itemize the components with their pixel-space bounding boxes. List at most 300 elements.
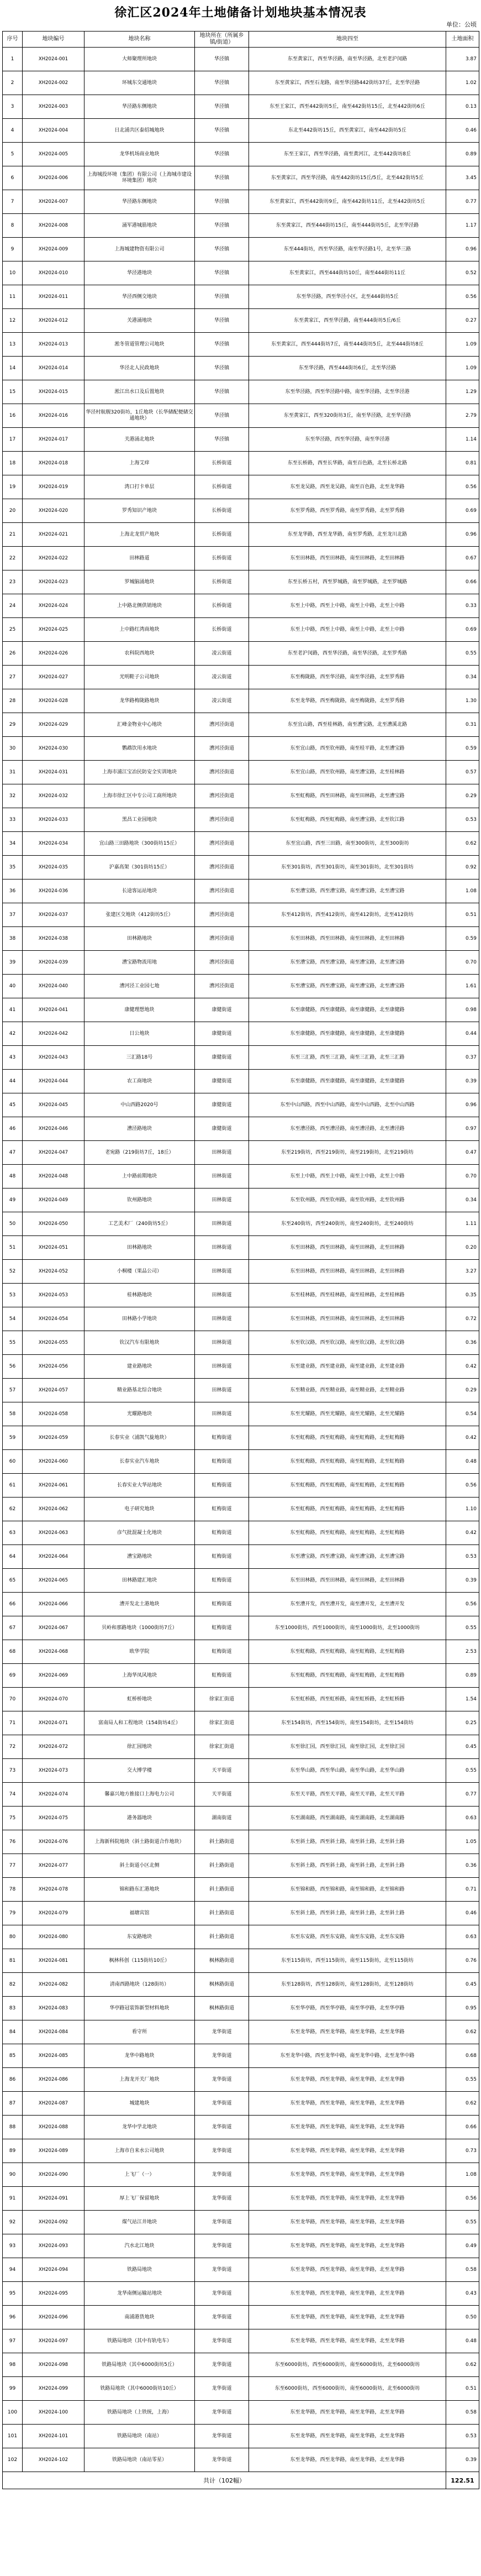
cell-name: 钦州路地块 xyxy=(84,1188,195,1212)
cell-index: 12 xyxy=(3,309,23,333)
cell-index: 74 xyxy=(3,1783,23,1807)
cell-name: 铁路局地块（南站） xyxy=(84,2425,195,2448)
cell-code: XH2024-099 xyxy=(23,2377,84,2401)
cell-area: 0.62 xyxy=(446,2092,479,2116)
cell-code: XH2024-062 xyxy=(23,1498,84,1521)
cell-town: 康健街道 xyxy=(195,1046,249,1070)
cell-index: 8 xyxy=(3,214,23,238)
cell-code: XH2024-014 xyxy=(23,357,84,380)
cell-bound: 东至漕开发，西至漕开发，南至漕开发，北至漕开发 xyxy=(249,1593,446,1616)
cell-code: XH2024-067 xyxy=(23,1616,84,1640)
cell-area: 0.36 xyxy=(446,1331,479,1355)
cell-area: 0.45 xyxy=(446,1735,479,1759)
cell-name: 长春实业（浦凯气旋地块） xyxy=(84,1426,195,1450)
cell-area: 0.29 xyxy=(446,1379,479,1402)
cell-town: 徐家汇街道 xyxy=(195,1711,249,1735)
table-row xyxy=(3,1783,479,1807)
cell-bound: 东至240街坊，西至240街坊，南至240街坊，北至240街坊 xyxy=(249,1212,446,1236)
cell-bound: 东至301街坊，西至301街坊，南至301街坊，北至301街坊 xyxy=(249,856,446,879)
cell-name: 上海龙开关厂地块 xyxy=(84,2068,195,2092)
cell-code: XH2024-010 xyxy=(23,261,84,285)
cell-code: XH2024-021 xyxy=(23,523,84,547)
cell-area: 1.54 xyxy=(446,1688,479,1711)
cell-area: 0.71 xyxy=(446,1878,479,1902)
cell-area: 0.56 xyxy=(446,285,479,309)
cell-area: 1.09 xyxy=(446,357,479,380)
table-row xyxy=(3,666,479,689)
cell-index: 36 xyxy=(3,879,23,903)
cell-area: 0.53 xyxy=(446,808,479,832)
cell-code: XH2024-058 xyxy=(23,1402,84,1426)
cell-town: 徐家汇街道 xyxy=(195,1735,249,1759)
cell-name: 田林路小学地块 xyxy=(84,1307,195,1331)
table-row xyxy=(3,1379,479,1402)
cell-index: 6 xyxy=(3,166,23,190)
cell-area: 0.56 xyxy=(446,1474,479,1498)
cell-name: 枫林科创（115街坊10丘） xyxy=(84,1949,195,1973)
table-row xyxy=(3,1711,479,1735)
cell-bound: 东至康健路，西至康健路，南至康健路，北至康健路 xyxy=(249,1022,446,1046)
cell-area: 0.95 xyxy=(446,1997,479,2020)
cell-name: 城建地块 xyxy=(84,2092,195,2116)
cell-area: 0.59 xyxy=(446,927,479,951)
cell-name: 康健理想地块 xyxy=(84,998,195,1022)
table-row xyxy=(3,975,479,998)
cell-town: 龙华街道 xyxy=(195,2139,249,2163)
table-row xyxy=(3,737,479,761)
cell-area: 0.46 xyxy=(446,1902,479,1925)
cell-index: 37 xyxy=(3,903,23,927)
table-row xyxy=(3,2448,479,2472)
land-plan-table xyxy=(2,31,479,2489)
cell-index: 28 xyxy=(3,689,23,713)
cell-town: 田林街道 xyxy=(195,1355,249,1379)
header-bound: 地块四至 xyxy=(249,32,446,48)
cell-area: 0.66 xyxy=(446,570,479,594)
cell-bound: 东至6000街坊，西至6000街坊，南至6000街坊，北至6000街坊 xyxy=(249,2377,446,2401)
cell-name: 鹦鹉饮用水地块 xyxy=(84,737,195,761)
cell-index: 41 xyxy=(3,998,23,1022)
cell-index: 51 xyxy=(3,1236,23,1260)
cell-code: XH2024-089 xyxy=(23,2139,84,2163)
cell-area: 0.39 xyxy=(446,2448,479,2472)
cell-name: 精业路基北综合地块 xyxy=(84,1379,195,1402)
table-row xyxy=(3,261,479,285)
cell-town: 漕河泾街道 xyxy=(195,761,249,784)
cell-index: 66 xyxy=(3,1593,23,1616)
cell-index: 19 xyxy=(3,475,23,499)
cell-index: 31 xyxy=(3,761,23,784)
cell-name: 华泾村航舰320街坊，1丘地块（长华储配便储交通地块） xyxy=(84,404,195,428)
cell-code: XH2024-063 xyxy=(23,1521,84,1545)
cell-code: XH2024-033 xyxy=(23,808,84,832)
cell-bound: 东至老沪闵路，西至华泾路，南至华泾路，北至罗秀路 xyxy=(249,642,446,666)
cell-area: 0.92 xyxy=(446,856,479,879)
cell-code: XH2024-047 xyxy=(23,1141,84,1165)
cell-name: 光耀路地块 xyxy=(84,1402,195,1426)
table-row xyxy=(3,1925,479,1949)
cell-area: 0.67 xyxy=(446,547,479,570)
cell-code: XH2024-011 xyxy=(23,285,84,309)
cell-name: 汇峰金物业中心地块 xyxy=(84,713,195,737)
cell-town: 龙华街道 xyxy=(195,2282,249,2306)
cell-index: 73 xyxy=(3,1759,23,1783)
cell-town: 长桥街道 xyxy=(195,523,249,547)
cell-bound: 东至漕宝路，西至漕宝路，南至漕宝路，北至漕宝路 xyxy=(249,975,446,998)
cell-bound: 东至虹梅路，西至虹梅路，南至虹梅路，北至虹梅路 xyxy=(249,1521,446,1545)
cell-bound: 东至宜山路，西至桂林路，南至漕宝路，北至漕溪北路 xyxy=(249,713,446,737)
table-row xyxy=(3,1735,479,1759)
cell-code: XH2024-009 xyxy=(23,238,84,261)
cell-area: 0.96 xyxy=(446,238,479,261)
table-row xyxy=(3,784,479,808)
table-row xyxy=(3,927,479,951)
cell-town: 漕河泾街道 xyxy=(195,951,249,975)
cell-code: XH2024-015 xyxy=(23,380,84,404)
cell-bound: 东至田林路，西至田林路，南至田林路，北至田林路 xyxy=(249,1260,446,1284)
cell-name: 铁路局地块（其中6000街坊10丘） xyxy=(84,2377,195,2401)
cell-town: 龙华街道 xyxy=(195,2377,249,2401)
cell-town: 康健街道 xyxy=(195,1093,249,1117)
cell-bound: 东至154街坊，西至154街坊，南至154街坊，北至154街坊 xyxy=(249,1711,446,1735)
table-row xyxy=(3,879,479,903)
table-row xyxy=(3,1022,479,1046)
cell-area: 0.29 xyxy=(446,784,479,808)
table-row xyxy=(3,1188,479,1212)
cell-bound: 东至斜土路，西至斜土路，南至斜土路，北至斜土路 xyxy=(249,1830,446,1854)
cell-area: 0.70 xyxy=(446,951,479,975)
cell-index: 84 xyxy=(3,2020,23,2044)
cell-name: 日北浦共区泰绍城地块 xyxy=(84,119,195,143)
table-row xyxy=(3,238,479,261)
cell-name: 罗秀知识产地块 xyxy=(84,499,195,523)
cell-code: XH2024-059 xyxy=(23,1426,84,1450)
cell-area: 0.48 xyxy=(446,1450,479,1474)
cell-name: 漕宝路地块 xyxy=(84,1545,195,1569)
table-row xyxy=(3,166,479,190)
cell-code: XH2024-096 xyxy=(23,2306,84,2329)
cell-index: 94 xyxy=(3,2258,23,2282)
cell-town: 虹梅街道 xyxy=(195,1545,249,1569)
table-row xyxy=(3,570,479,594)
cell-code: XH2024-023 xyxy=(23,570,84,594)
cell-index: 88 xyxy=(3,2116,23,2139)
cell-bound: 东至田林路，西至田林路，南至田林路，北至田林路 xyxy=(249,1236,446,1260)
cell-name: 上海新科院地块（斜土路街道合作地块） xyxy=(84,1830,195,1854)
cell-index: 58 xyxy=(3,1402,23,1426)
cell-bound: 东至宜山路，西至钦州路，南至漕宝路，北至桂林路 xyxy=(249,761,446,784)
table-row xyxy=(3,1878,479,1902)
table-row xyxy=(3,1830,479,1854)
cell-code: XH2024-040 xyxy=(23,975,84,998)
cell-bound: 东至黄家江，西至石龙路，南至华泾路442街坊37丘，北至华泾路 xyxy=(249,71,446,95)
table-row xyxy=(3,2020,479,2044)
cell-bound: 东至龙华路，西至龙华路，南至龙华路，北至龙华路 xyxy=(249,2329,446,2353)
cell-index: 70 xyxy=(3,1688,23,1711)
cell-town: 天平街道 xyxy=(195,1783,249,1807)
cell-bound: 东至华泾路，西至华泾小区，北至444街坊5丘 xyxy=(249,285,446,309)
cell-area: 3.87 xyxy=(446,48,479,71)
cell-town: 华泾镇 xyxy=(195,190,249,214)
cell-index: 55 xyxy=(3,1331,23,1355)
table-row xyxy=(3,1093,479,1117)
cell-code: XH2024-013 xyxy=(23,333,84,357)
cell-name: 上海市浦江宝冶民防安全实训地块 xyxy=(84,761,195,784)
cell-index: 46 xyxy=(3,1117,23,1141)
cell-index: 78 xyxy=(3,1878,23,1902)
cell-name: 铁路局地块 xyxy=(84,2258,195,2282)
cell-town: 华泾镇 xyxy=(195,333,249,357)
cell-town: 长桥街道 xyxy=(195,499,249,523)
cell-code: XH2024-085 xyxy=(23,2044,84,2068)
cell-town: 田林街道 xyxy=(195,1260,249,1284)
cell-town: 龙华街道 xyxy=(195,2353,249,2377)
cell-index: 101 xyxy=(3,2425,23,2448)
cell-area: 0.42 xyxy=(446,1521,479,1545)
table-row xyxy=(3,713,479,737)
cell-index: 92 xyxy=(3,2211,23,2234)
cell-area: 3.27 xyxy=(446,1260,479,1284)
table-row xyxy=(3,2044,479,2068)
cell-index: 15 xyxy=(3,380,23,404)
cell-name: 贝岭和那路地块（1000街坊7丘） xyxy=(84,1616,195,1640)
cell-area: 1.30 xyxy=(446,689,479,713)
cell-name: 虹桥桥地块 xyxy=(84,1688,195,1711)
cell-town: 田林街道 xyxy=(195,1402,249,1426)
cell-name: 漕宝路物流用地 xyxy=(84,951,195,975)
cell-town: 斜土路街道 xyxy=(195,1854,249,1878)
cell-area: 0.55 xyxy=(446,2211,479,2234)
cell-bound: 东至三汇路，西至三汇路，南至三汇路，北至三汇路 xyxy=(249,1046,446,1070)
cell-area: 0.59 xyxy=(446,737,479,761)
cell-name: 交大博学楼 xyxy=(84,1759,195,1783)
cell-town: 漕河泾街道 xyxy=(195,713,249,737)
cell-index: 65 xyxy=(3,1569,23,1593)
cell-index: 60 xyxy=(3,1450,23,1474)
cell-code: XH2024-087 xyxy=(23,2092,84,2116)
cell-name: 沪嘉高架（301街坊15丘） xyxy=(84,856,195,879)
cell-area: 0.56 xyxy=(446,2187,479,2211)
cell-index: 97 xyxy=(3,2329,23,2353)
cell-code: XH2024-002 xyxy=(23,71,84,95)
cell-area: 0.13 xyxy=(446,95,479,119)
cell-index: 72 xyxy=(3,1735,23,1759)
cell-index: 43 xyxy=(3,1046,23,1070)
table-row xyxy=(3,143,479,166)
cell-bound: 东至黄家江，西至444街坊10丘，南至444街坊11丘 xyxy=(249,261,446,285)
cell-town: 天平街道 xyxy=(195,1759,249,1783)
cell-index: 16 xyxy=(3,404,23,428)
table-row xyxy=(3,309,479,333)
cell-code: XH2024-027 xyxy=(23,666,84,689)
header-name: 地块名称 xyxy=(84,32,195,48)
cell-index: 90 xyxy=(3,2163,23,2187)
cell-bound: 东至龙华路，西至龙华路，南至龙华路，北至龙华路 xyxy=(249,2163,446,2187)
cell-index: 59 xyxy=(3,1426,23,1450)
cell-bound: 东北至442街坊15丘，西至黄家江，南至442街坊5丘 xyxy=(249,119,446,143)
table-total-row xyxy=(3,2472,479,2489)
cell-bound: 东至黄家江，西至442街坊9丘，南至442街坊11丘，北至442街坊5丘 xyxy=(249,190,446,214)
table-row xyxy=(3,285,479,309)
cell-town: 田林街道 xyxy=(195,1236,249,1260)
cell-town: 斜土路街道 xyxy=(195,1878,249,1902)
cell-code: XH2024-017 xyxy=(23,428,84,452)
table-row xyxy=(3,2425,479,2448)
cell-code: XH2024-088 xyxy=(23,2116,84,2139)
cell-area: 0.69 xyxy=(446,618,479,642)
cell-code: XH2024-022 xyxy=(23,547,84,570)
cell-town: 华泾镇 xyxy=(195,357,249,380)
cell-name: 华泾北人民政地块 xyxy=(84,357,195,380)
cell-name: 汽水北江地块 xyxy=(84,2234,195,2258)
cell-town: 华泾镇 xyxy=(195,285,249,309)
cell-code: XH2024-057 xyxy=(23,1379,84,1402)
table-row xyxy=(3,761,479,784)
cell-index: 42 xyxy=(3,1022,23,1046)
cell-town: 枫林路街道 xyxy=(195,1997,249,2020)
table-row xyxy=(3,1807,479,1830)
cell-town: 华泾镇 xyxy=(195,71,249,95)
cell-bound: 东至东安路，西至东安路，南至东安路，北至东安路 xyxy=(249,1925,446,1949)
cell-area: 0.58 xyxy=(446,2258,479,2282)
table-row xyxy=(3,452,479,475)
cell-area: 0.66 xyxy=(446,2116,479,2139)
table-row xyxy=(3,1949,479,1973)
cell-town: 虹梅街道 xyxy=(195,1640,249,1664)
cell-code: XH2024-094 xyxy=(23,2258,84,2282)
cell-name: 罗城脑涌地块 xyxy=(84,570,195,594)
cell-name: 华泾路东侧地块 xyxy=(84,190,195,214)
cell-code: XH2024-056 xyxy=(23,1355,84,1379)
cell-area: 0.37 xyxy=(446,1046,479,1070)
cell-area: 0.96 xyxy=(446,523,479,547)
cell-index: 38 xyxy=(3,927,23,951)
cell-name: 煤气站江井地块 xyxy=(84,2211,195,2234)
table-row xyxy=(3,1973,479,1997)
table-row xyxy=(3,1260,479,1284)
cell-index: 47 xyxy=(3,1141,23,1165)
cell-town: 漕河泾街道 xyxy=(195,832,249,856)
table-row xyxy=(3,48,479,71)
cell-name: 长春实业汽车地块 xyxy=(84,1450,195,1474)
cell-area: 0.56 xyxy=(446,475,479,499)
cell-area: 0.63 xyxy=(446,1807,479,1830)
cell-name: 张建区交地块（412街坊5丘） xyxy=(84,903,195,927)
cell-bound: 东至虹梅路，西至虹梅路，南至虹梅路，北至虹梅路 xyxy=(249,1426,446,1450)
cell-area: 0.72 xyxy=(446,1307,479,1331)
cell-town: 长桥街道 xyxy=(195,547,249,570)
cell-name: 黑昌工业园地块 xyxy=(84,808,195,832)
cell-bound: 东至华泾路，西至444街坊6丘，北至华泾路 xyxy=(249,357,446,380)
cell-area: 0.47 xyxy=(446,1141,479,1165)
cell-name: 港务器地块 xyxy=(84,1807,195,1830)
cell-bound: 东至黄家江，西至华泾路，南至442街坊15丘/5丘，北至442街坊5丘 xyxy=(249,166,446,190)
cell-code: XH2024-050 xyxy=(23,1212,84,1236)
cell-bound: 东至龙华路，西至龙华路，南至龙华路，北至龙华路 xyxy=(249,2139,446,2163)
table-row xyxy=(3,951,479,975)
cell-area: 1.05 xyxy=(446,1830,479,1854)
cell-name: 铁路局地块（其中有轨电车） xyxy=(84,2329,195,2353)
cell-code: XH2024-100 xyxy=(23,2401,84,2425)
cell-bound: 东至龙华路，西至梅陇路，南至梅陇路，北至罗秀路 xyxy=(249,689,446,713)
cell-code: XH2024-086 xyxy=(23,2068,84,2092)
cell-bound: 东至罗秀路，西至罗秀路，南至罗秀路，北至罗秀路 xyxy=(249,499,446,523)
cell-index: 22 xyxy=(3,547,23,570)
cell-bound: 东至虹梅路，西至虹梅路，南至虹梅路，北至虹梅路 xyxy=(249,1664,446,1688)
cell-name: 上海华凤风地块 xyxy=(84,1664,195,1688)
cell-area: 0.76 xyxy=(446,1949,479,1973)
cell-index: 81 xyxy=(3,1949,23,1973)
cell-code: XH2024-034 xyxy=(23,832,84,856)
cell-code: XH2024-005 xyxy=(23,143,84,166)
cell-name: 环城东交通地块 xyxy=(84,71,195,95)
cell-bound: 东至漕泾路，西至漕泾路，南至漕泾路，北至漕泾路 xyxy=(249,1117,446,1141)
table-row xyxy=(3,1474,479,1498)
cell-town: 龙华街道 xyxy=(195,2211,249,2234)
cell-code: XH2024-092 xyxy=(23,2211,84,2234)
cell-index: 98 xyxy=(3,2353,23,2377)
cell-area: 0.36 xyxy=(446,1854,479,1878)
cell-index: 82 xyxy=(3,1973,23,1997)
cell-bound: 东至光耀路，西至光耀路，南至光耀路，北至光耀路 xyxy=(249,1402,446,1426)
table-row xyxy=(3,2163,479,2187)
cell-bound: 东至华山路，西至华山路，南至华山路，北至华山路 xyxy=(249,1759,446,1783)
cell-index: 79 xyxy=(3,1902,23,1925)
cell-index: 89 xyxy=(3,2139,23,2163)
cell-code: XH2024-068 xyxy=(23,1640,84,1664)
cell-name: 龙华路梅陇路地块 xyxy=(84,689,195,713)
table-row xyxy=(3,1640,479,1664)
cell-index: 100 xyxy=(3,2401,23,2425)
cell-area: 0.50 xyxy=(446,2306,479,2329)
cell-index: 13 xyxy=(3,333,23,357)
cell-index: 85 xyxy=(3,2044,23,2068)
cell-name: 桂林路地块 xyxy=(84,1284,195,1307)
cell-index: 63 xyxy=(3,1521,23,1545)
cell-town: 虹梅街道 xyxy=(195,1616,249,1640)
cell-index: 102 xyxy=(3,2448,23,2472)
cell-bound: 东至斜土路，西至斜土路，南至斜土路，北至斜土路 xyxy=(249,1902,446,1925)
unit-note: 单位：公顷 xyxy=(446,21,477,28)
table-row xyxy=(3,1331,479,1355)
cell-bound: 东至黄家江，西至华泾路，南至华泾路，北至老沪闵路 xyxy=(249,48,446,71)
table-row xyxy=(3,1759,479,1783)
table-row xyxy=(3,1902,479,1925)
page-title: 徐汇区2024年土地储备计划地块基本情况表 xyxy=(114,6,367,20)
cell-code: XH2024-039 xyxy=(23,951,84,975)
cell-town: 华泾镇 xyxy=(195,238,249,261)
cell-name: 工艺美术厂（240街坊5丘） xyxy=(84,1212,195,1236)
table-row xyxy=(3,689,479,713)
cell-index: 80 xyxy=(3,1925,23,1949)
cell-name: 湾口打卡单层 xyxy=(84,475,195,499)
cell-bound: 东至虹梅路，西至虹梅路，南至虹梅路，北至虹梅路 xyxy=(249,1640,446,1664)
table-row xyxy=(3,2282,479,2306)
cell-area: 0.34 xyxy=(446,1188,479,1212)
cell-area: 0.55 xyxy=(446,2068,479,2092)
cell-bound: 东至虹梅路，西至虹梅路，南至漕宝路，北至钦江路 xyxy=(249,808,446,832)
cell-name: 上海市徐汇区中专公司工商所地块 xyxy=(84,784,195,808)
cell-area: 0.42 xyxy=(446,1426,479,1450)
table-row xyxy=(3,1593,479,1616)
cell-name: 看守所 xyxy=(84,2020,195,2044)
cell-area: 1.02 xyxy=(446,71,479,95)
cell-index: 75 xyxy=(3,1807,23,1830)
cell-area: 0.63 xyxy=(446,1925,479,1949)
table-row xyxy=(3,1664,479,1688)
cell-name: 淞冬管道管理公司地块 xyxy=(84,333,195,357)
cell-bound: 东至漕宝路，西至漕宝路，南至漕宝路，北至漕宝路 xyxy=(249,1545,446,1569)
